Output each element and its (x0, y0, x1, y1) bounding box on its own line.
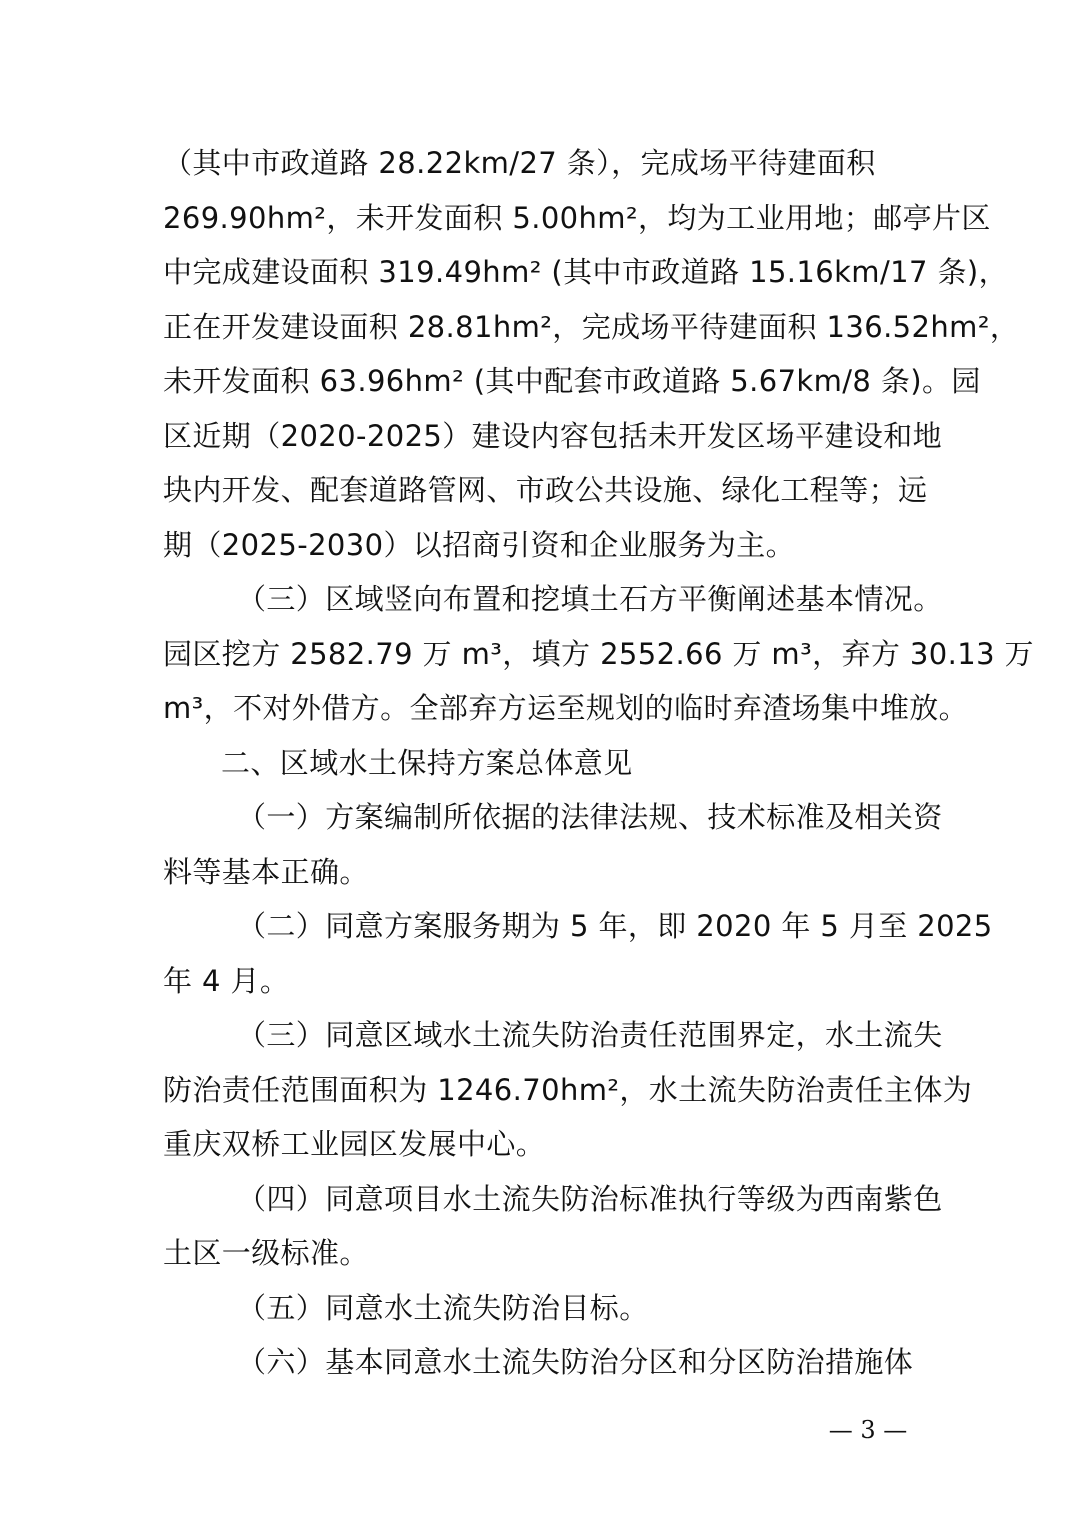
text-line: 园区挖方 2582.79 万 m³，填方 2552.66 万 m³，弃方 30.13 万 (163, 636, 1034, 671)
text-line: 土区一级标准。 (163, 1236, 369, 1270)
text-line: 区近期（2020-2025）建设内容包括未开发区场平建设和地 (163, 418, 943, 453)
text-line: 期（2025-2030）以招商引资和企业服务为主。 (163, 527, 796, 562)
section-heading-line: （三）区域竖向布置和挖填土石方平衡阐述基本情况。 (237, 582, 943, 616)
section-heading-line: （一）方案编制所依据的法律法规、技术标准及相关资 (237, 800, 943, 834)
text-line: m³，不对外借方。全部弃方运至规划的临时弃渣场集中堆放。 (163, 691, 969, 725)
section-heading-line: （二）同意方案服务期为 5 年，即 2020 年 5 月至 2025 (237, 909, 993, 943)
section-heading-line: （五）同意水土流失防治目标。 (237, 1290, 649, 1325)
body-text (163, 136, 1034, 1390)
text-line: 重庆双桥工业园区发展中心。 (163, 1127, 546, 1161)
section-heading-line: （三）同意区域水土流失防治责任范围界定，水土流失 (237, 1018, 943, 1052)
page-number: — 3 — (828, 1416, 908, 1444)
text-line: 未开发面积 63.96hm² (其中配套市政道路 5.67km/8 条)。园 (163, 364, 981, 398)
text-line: 269.90hm²，未开发面积 5.00hm²，均为工业用地；邮亭片区 (163, 200, 991, 235)
chapter-heading: 二、区域水土保持方案总体意见 (221, 745, 633, 780)
text-line: （其中市政道路 28.22km/27 条），完成场平待建面积 (163, 146, 876, 180)
section-heading-line: （六）基本同意水土流失防治分区和分区防治措施体 (237, 1345, 914, 1379)
text-line: 防治责任范围面积为 1246.70hm²，水土流失防治责任主体为 (163, 1072, 973, 1107)
text-line: 块内开发、配套道路管网、市政公共设施、绿化工程等；远 (163, 473, 928, 507)
section-heading-line: （四）同意项目水土流失防治标准执行等级为西南紫色 (237, 1181, 943, 1216)
text-line: 中完成建设面积 319.49hm² (其中市政道路 15.16km/17 条)， (163, 255, 1008, 289)
text-line: 年 4 月。 (163, 963, 290, 998)
text-line: 料等基本正确。 (163, 854, 369, 889)
text-line: 正在开发建设面积 28.81hm²，完成场平待建面积 136.52hm²， (163, 309, 1020, 344)
